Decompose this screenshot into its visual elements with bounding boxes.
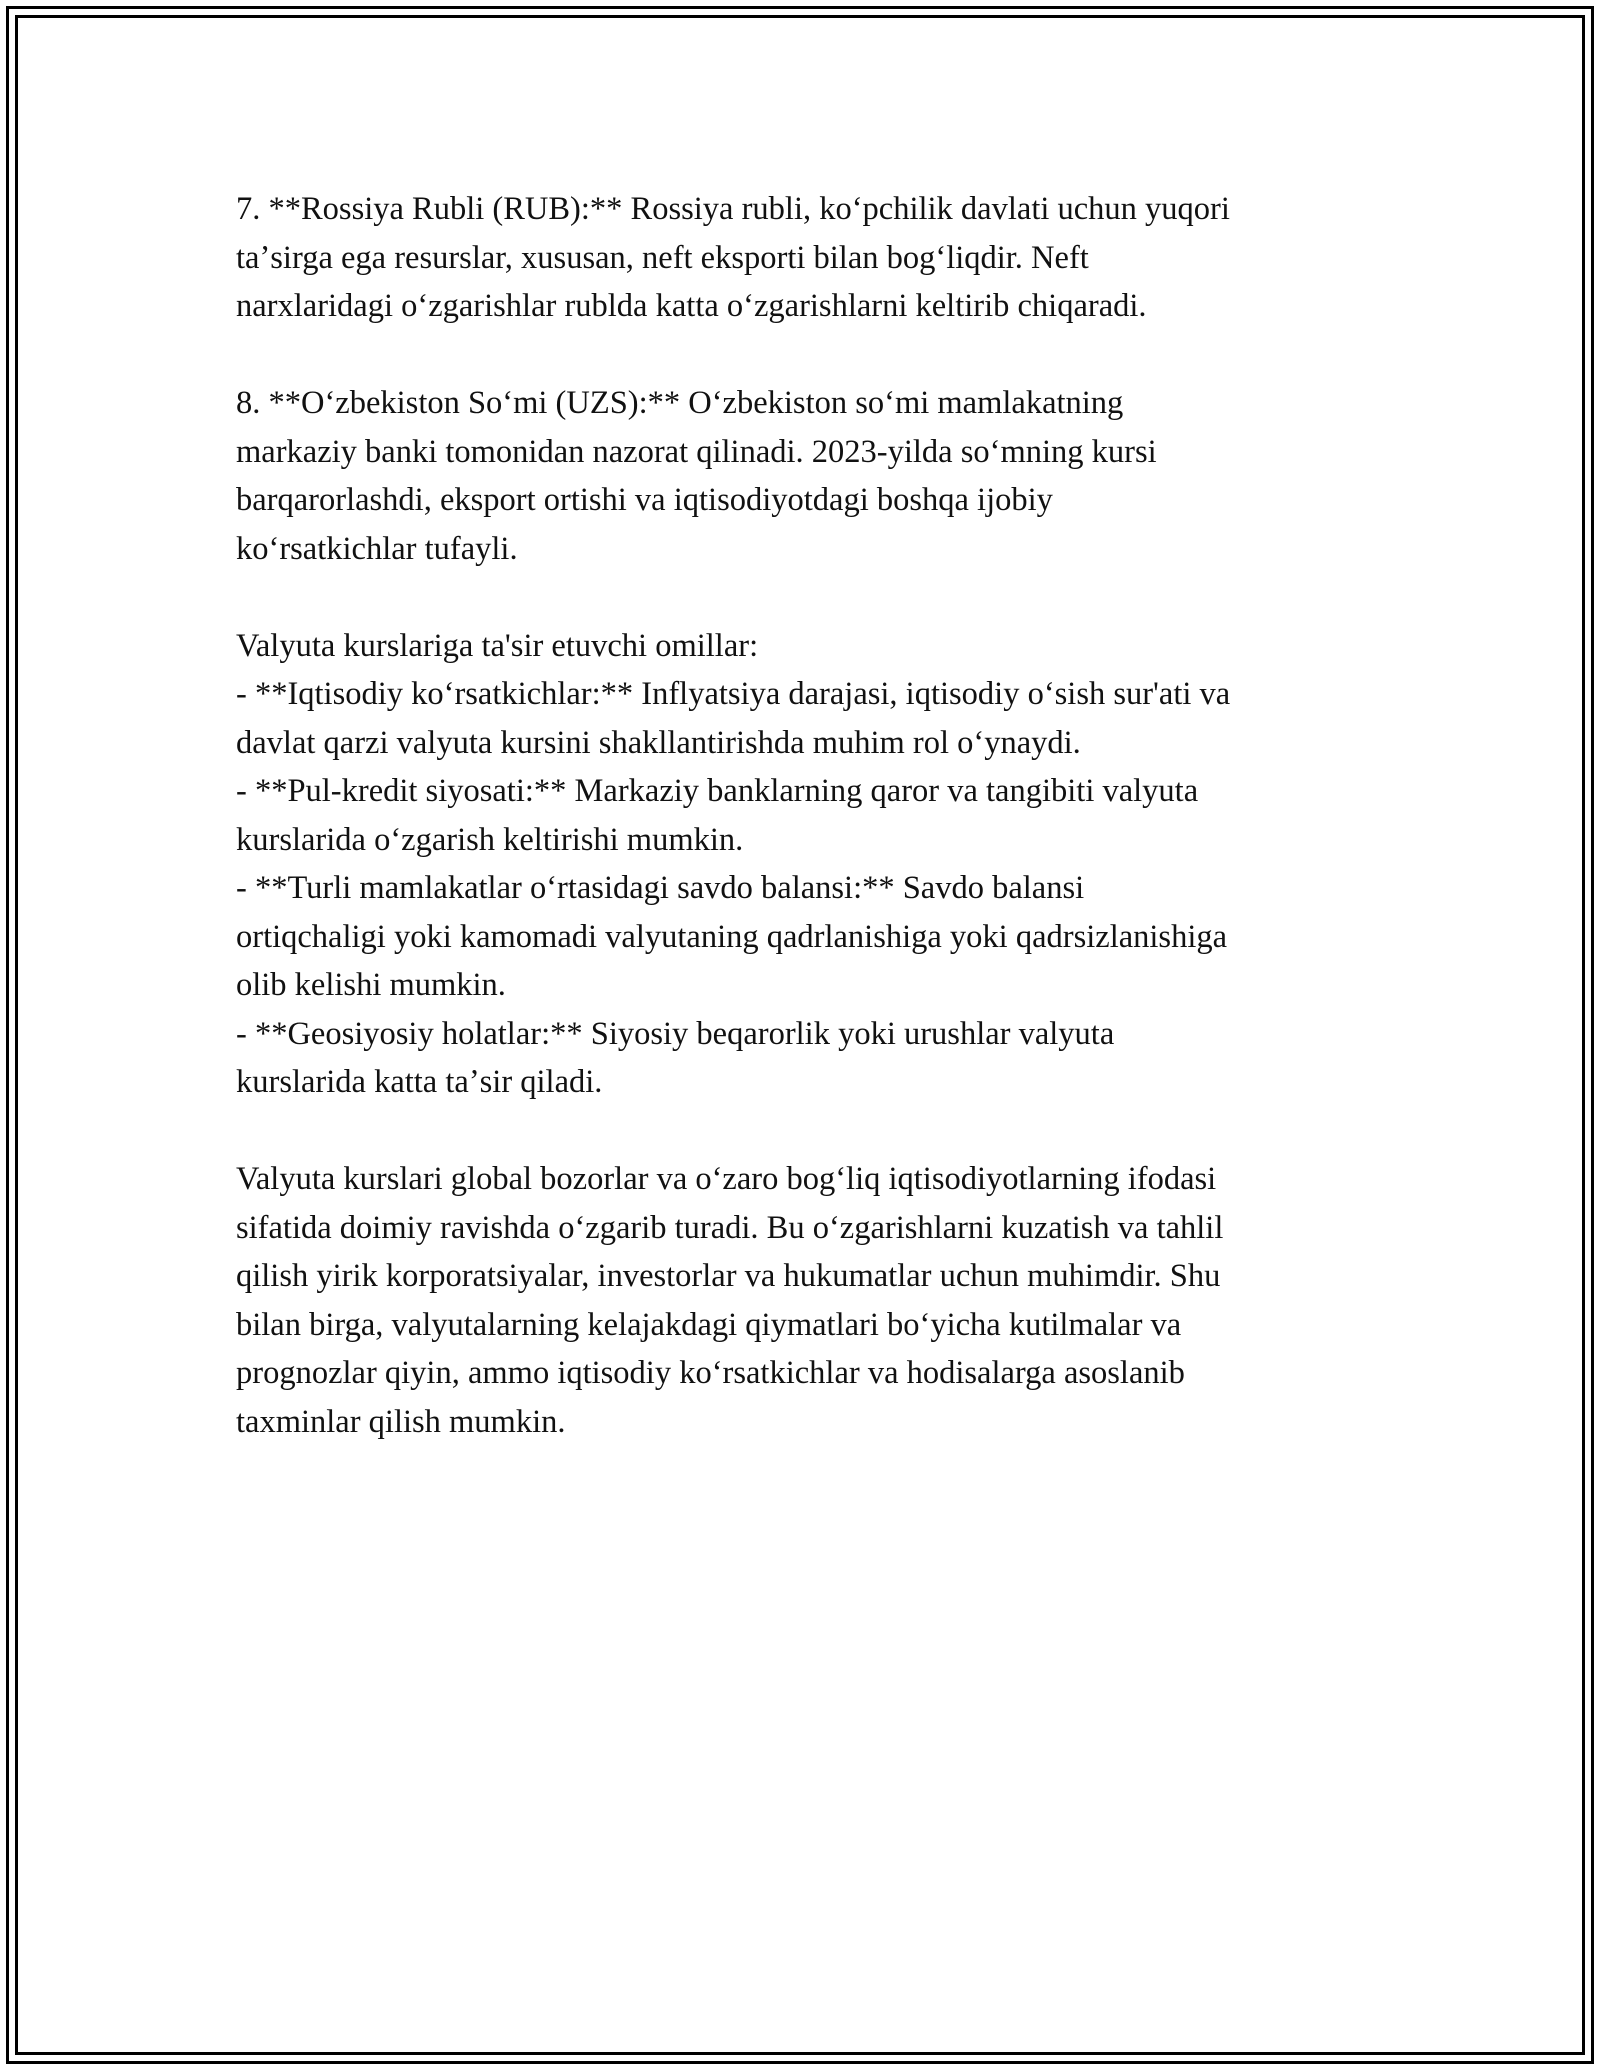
paragraph-uzs: 8. **Oʻzbekiston Soʻmi (UZS):** Oʻzbekiston soʻmi mamlakatning markaziy banki tomonidan nazorat qilinadi. 2023-yilda soʻmning kursi barqarorlashdi, eksport ortishi va iqtisodiyotdagi boshqa ijobiy koʻrsatkichlar tufayli.	[236, 385, 1157, 567]
paragraph-rub: 7. **Rossiya Rubli (RUB):** Rossiya rubli, koʻpchilik davlati uchun yuqori taʼsirga ega resurslar, xususan, neft eksporti bilan bogʻliqdir. Neft narxlaridagi oʻzgarishlar rublda katta oʻzgarishlarni keltirib chiqaradi.	[236, 191, 1230, 324]
document-body	[236, 185, 1386, 1446]
paragraph-spacer	[236, 1107, 1386, 1156]
paragraph-factors: Valyuta kurslariga ta'sir etuvchi omillar: - **Iqtisodiy koʻrsatkichlar:** Inflyatsiya darajasi, iqtisodiy oʻsish sur'ati va davlat qarzi valyuta kursini shakllantirishda muhim rol oʻynaydi. - **Pul-kredit siyosati:** Markaziy banklarning qaror va tangibiti valyuta kurslarida oʻzgarish keltirishi mumkin. - **Turli mamlakatlar oʻrtasidagi savdo balansi:** Savdo balansi ortiqchaligi yoki kamomadi valyutaning qadrlanishiga yoki qadrsizlanishiga olib kelishi mumkin. - **Geosiyosiy holatlar:** Siyosiy beqarorlik yoki urushlar valyuta kurslarida katta taʼsir qiladi.	[236, 627, 1231, 1100]
paragraph-spacer	[236, 573, 1386, 622]
paragraph-spacer	[236, 331, 1386, 380]
paragraph-conclusion: Valyuta kurslari global bozorlar va oʻzaro bogʻliq iqtisodiyotlarning ifodasi sifatida doimiy ravishda oʻzgarib turadi. Bu oʻzgarishlarni kuzatish va tahlil qilish yirik korporatsiyalar, investorlar va hukumatlar uchun muhimdir. Shu bilan birga, valyutalarning kelajakdagi qiymatlari boʻyicha kutilmalar va prognozlar qiyin, ammo iqtisodiy koʻrsatkichlar va hodisalarga asoslanib taxminlar qilish mumkin.	[236, 1161, 1224, 1440]
